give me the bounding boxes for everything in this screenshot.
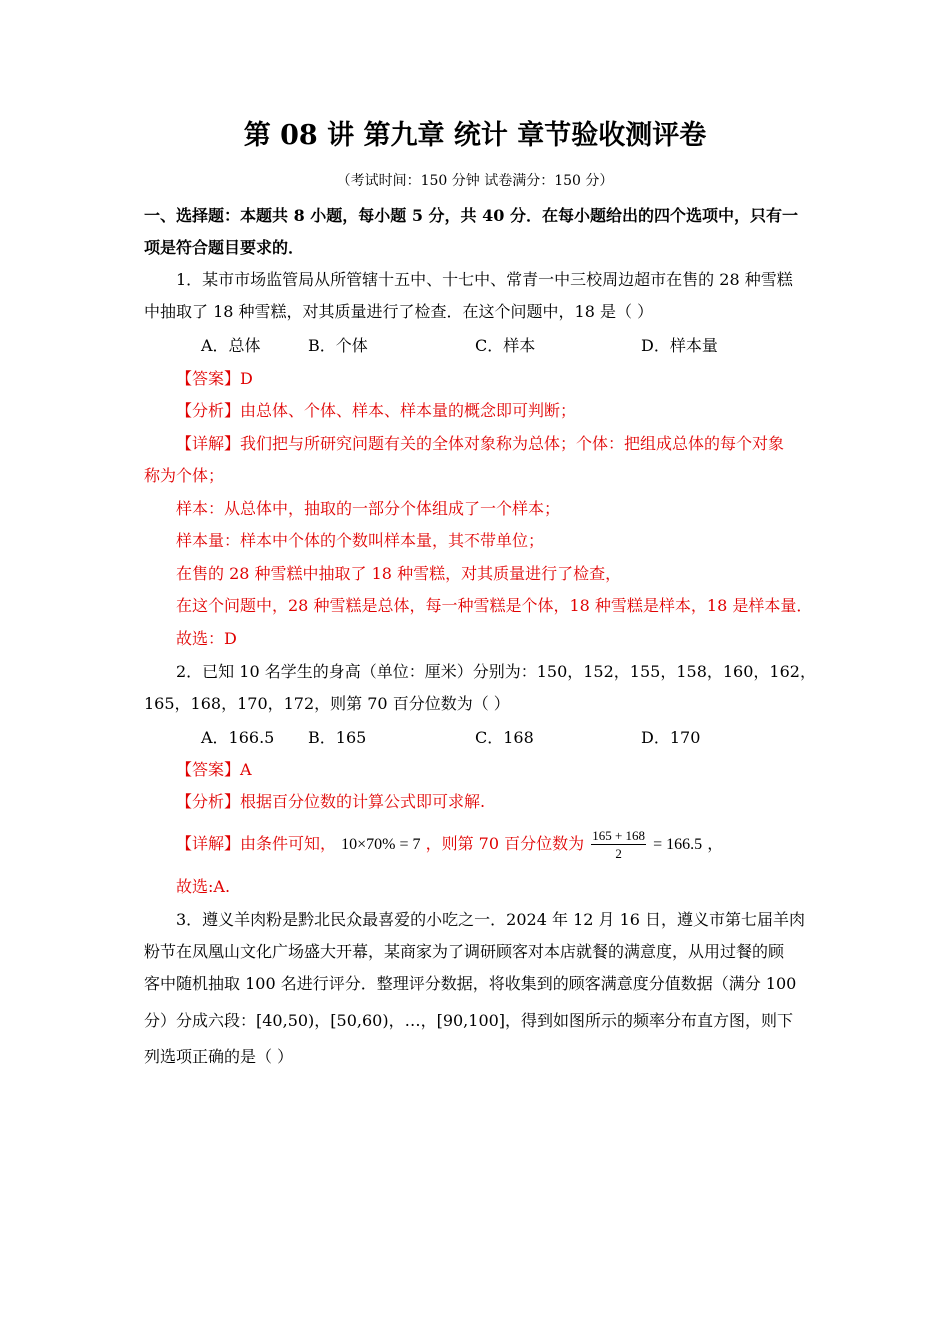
q1-choose: 故选：D (176, 629, 237, 648)
q1-detail-line1: 【详解】我们把与所研究问题有关的全体对象称为总体；个体：把组成总体的每个对象 (176, 434, 785, 453)
q2-choose: 故选:A. (176, 877, 231, 896)
q2-stem-line1: 2．已知 10 名学生的身高（单位：厘米）分别为：150，152，155，158，160，162， (176, 662, 816, 681)
q1-stem-line1: 1．某市市场监管局从所管辖十五中、十七中、常青一中三校周边超市在售的 28 种雪糕 (176, 270, 793, 289)
q1-detail-line5: 在售的 28 种雪糕中抽取了 18 种雪糕，对其质量进行了检查， (176, 564, 622, 583)
q1-answer: 【答案】D (176, 369, 253, 388)
q2-analysis: 【分析】根据百分位数的计算公式即可求解. (176, 792, 486, 811)
q2-option-a: A．166.5 (201, 728, 275, 747)
q1-stem-line2: 中抽取了 18 种雪糕，对其质量进行了检查．在这个问题中，18 是（ ） (144, 302, 654, 321)
q2-answer: 【答案】A (176, 760, 252, 779)
q1-analysis: 【分析】由总体、个体、样本、样本量的概念即可判断； (176, 401, 577, 420)
q3-stem-line4: 分）分成六段：[40,50)，[50,60)，…，[90,100]，得到如图所示的频率分布直方图，则下 (144, 1011, 794, 1030)
q3-stem-line2: 粉节在凤凰山文化广场盛大开幕，某商家为了调研顾客对本店就餐的满意度，从用过餐的顾 (144, 942, 785, 961)
q2-fraction-denominator: 2 (615, 846, 622, 861)
q1-detail-line3: 样本：从总体中，抽取的一部分个体组成了一个样本； (176, 499, 561, 518)
q3-stem-line1: 3．遵义羊肉粉是黔北民众最喜爱的小吃之一．2024 年 12 月 16 日，遵义市第七届羊肉 (176, 910, 806, 929)
q2-fraction-numerator: 165 + 168 (592, 828, 646, 843)
q2-option-d: D．170 (641, 728, 701, 747)
q1-option-c: C．样本 (475, 336, 536, 355)
q2-detail-text-c: ， (707, 836, 724, 853)
q2-detail-math1: 10×70% = 7 (341, 836, 421, 853)
q1-option-a: A．总体 (201, 336, 261, 355)
q1-detail-line4: 样本量：样本中个体的个数叫样本量，其不带单位； (176, 531, 545, 550)
section-heading-line2: 项是符合题目要求的． (144, 238, 305, 257)
q3-stem-line3: 客中随机抽取 100 名进行评分．整理评分数据，将收集到的顾客满意度分值数据（满分 100 (144, 974, 797, 993)
q2-fraction (591, 827, 646, 862)
q2-option-b: B．165 (308, 728, 367, 747)
q2-detail-text-a: 【详解】由条件可知， (176, 834, 337, 853)
q1-option-d: D．样本量 (641, 336, 718, 355)
q3-stem-line5: 列选项正确的是（ ） (144, 1047, 294, 1066)
q2-detail (176, 825, 723, 864)
exam-info: （考试时间：150 分钟 试卷满分：150 分） (336, 173, 614, 189)
q2-detail-math2: = 166.5 (653, 836, 703, 853)
q1-option-b: B．个体 (308, 336, 368, 355)
q1-detail-line2: 称为个体； (144, 466, 225, 485)
section-heading-line1: 一、选择题：本题共 8 小题，每小题 5 分，共 40 分．在每小题给出的四个选项中，只有一 (144, 206, 798, 225)
q2-detail-text-b: ，则第 70 百分位数为 (425, 834, 585, 853)
q1-detail-line6: 在这个问题中，28 种雪糕是总体，每一种雪糕是个体，18 种雪糕是样本，18 是样本量． (176, 596, 813, 615)
q2-stem-line2: 165，168，170，172，则第 70 百分位数为（ ） (144, 694, 510, 713)
q2-option-c: C．168 (475, 728, 534, 747)
page-title: 第 08 讲 第九章 统计 章节验收测评卷 (243, 120, 707, 151)
